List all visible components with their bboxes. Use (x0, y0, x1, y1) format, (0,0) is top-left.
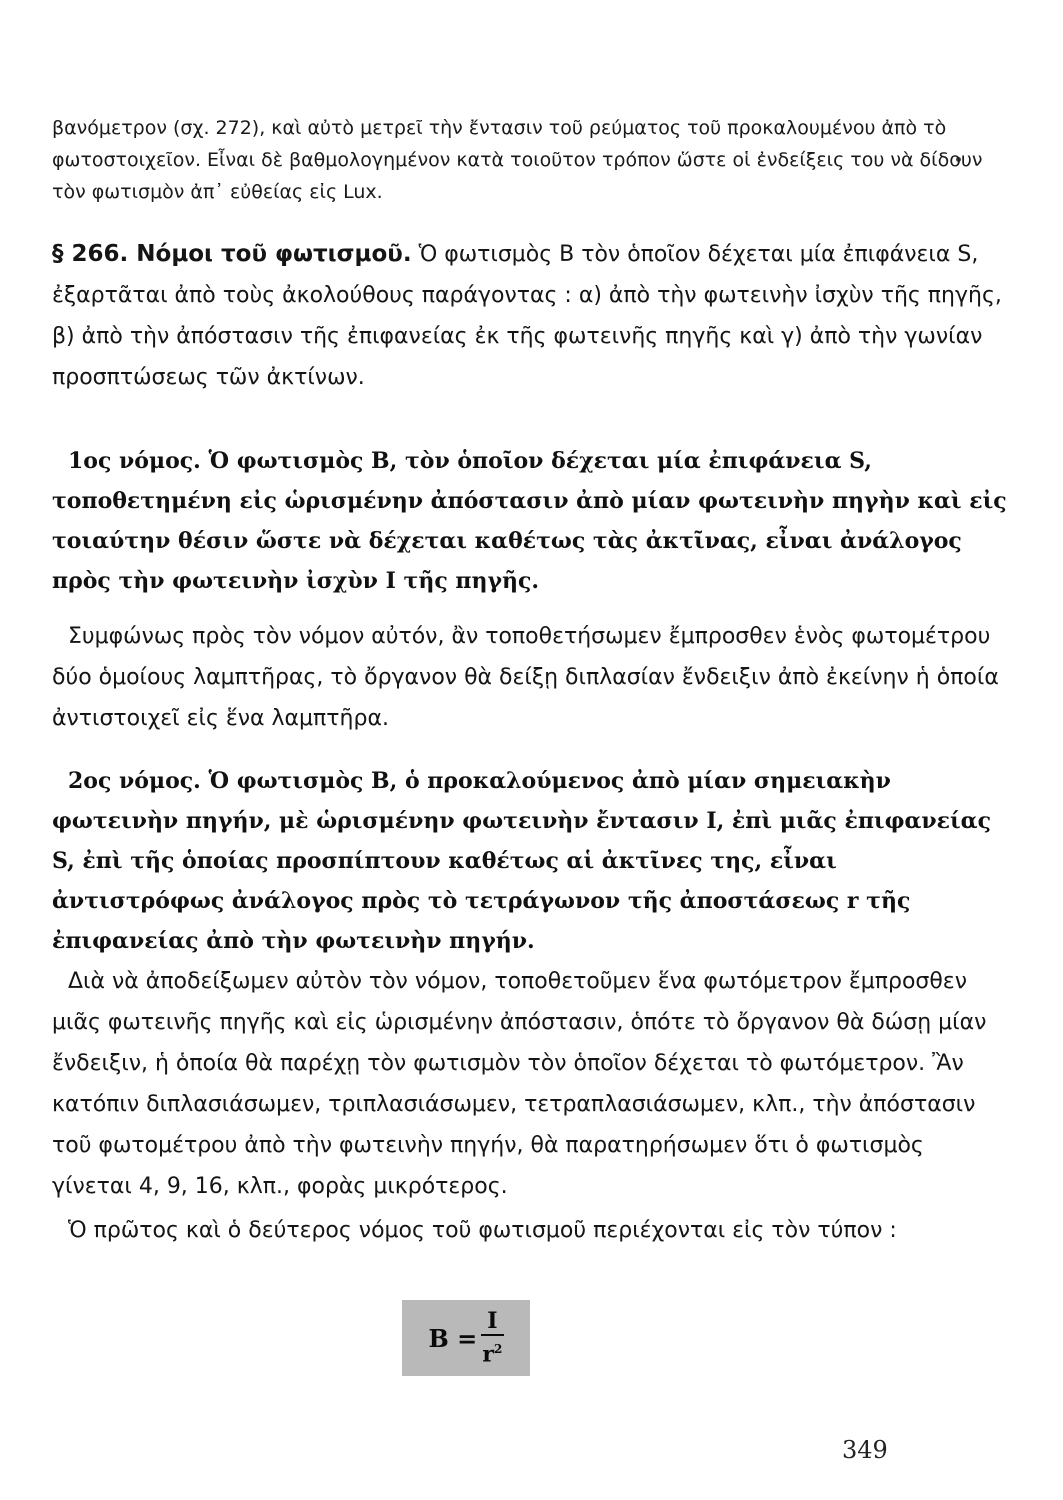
intro-text: βανόμετρον (σχ. 272), καὶ αὐτὸ μετρεῖ τὴν ἔντασιν τοῦ ρεύματος τοῦ προκαλουμένου ἀπὸ τὸ φωτοστοιχεῖον. Εἶναι δὲ βαθμολογημένον κατὰ τοιοῦτον τρόπον ὥστε οἱ ἐνδείξεις του νὰ δίδουν τὸν φωτισμὸν ἀπ᾽ εὐθείας εἰς Lux. (52, 117, 983, 203)
law2-explanation-paragraph (52, 961, 1007, 1207)
illumination-formula (402, 1300, 530, 1376)
formula-exponent: 2 (493, 1342, 503, 1357)
formula-lhs: B = (428, 1323, 478, 1353)
law1-explanation-paragraph (52, 616, 1007, 739)
formula-denominator-group (482, 1336, 502, 1367)
formula-intro-paragraph (52, 1210, 1007, 1251)
law2-label: 2ος νόμος. (68, 768, 201, 794)
law-2 (52, 761, 1007, 961)
formula-denominator: r (482, 1341, 494, 1368)
law-1 (52, 441, 1007, 601)
section-heading: § 266. Νόμοι τοῦ φωτισμοῦ. (52, 241, 412, 267)
page-number: 349 (842, 1436, 888, 1464)
law1-text: Ὁ φωτισμὸς Β, τὸν ὁποῖον δέχεται μία ἐπιφάνεια S, τοποθετημένη εἰς ὡρισμένην ἀπόστασιν ἀπὸ μίαν φωτεινὴν πηγὴν καὶ εἰς τοιαύτην θέσιν ὥστε νὰ δέχεται καθέτως τὰς ἀκτῖνας, εἶναι ἀνάλογος πρὸς τὴν φωτεινὴν ἰσχὺν Ι τῆς πηγῆς. (52, 448, 1007, 594)
law2-explanation: Διὰ νὰ ἀποδείξωμεν αὐτὸν τὸν νόμον, τοποθετοῦμεν ἕνα φωτόμετρον ἔμπροσθεν μιᾶς φωτεινῆς πηγῆς καὶ εἰς ὡρισμένην ἀπόστασιν, ὁπότε τὸ ὄργανον θὰ δώσῃ μίαν ἔνδειξιν, ἡ ὁποία θὰ παρέχῃ τὸν φωτισμὸν τὸν ὁποῖον δέχεται τὸ φωτόμετρον. Ἂν κατόπιν διπλασιάσωμεν, τριπλασιάσωμεν, τετραπλασιάσωμεν, κλπ., τὴν ἀπόστασιν τοῦ φωτομέτρου ἀπὸ τὴν φωτεινὴν πηγήν, θὰ παρατηρήσωμεν ὅτι ὁ φωτισμὸς γίνεται 4, 9, 16, κλπ., φορὰς μικρότερος. (52, 969, 987, 1199)
section-266 (52, 234, 1007, 398)
law1-label: 1ος νόμος. (68, 448, 201, 474)
law2-text: Ὁ φωτισμὸς Β, ὁ προκαλούμενος ἀπὸ μίαν σημειακὴν φωτεινὴν πηγήν, μὲ ὡρισμένην φωτεινὴν ἔντασιν Ι, ἐπὶ μιᾶς ἐπιφανείας S, ἐπὶ τῆς ὁποίας προσπίπτουν καθέτως αἱ ἀκτῖνες της, εἶναι ἀντιστρόφως ἀνάλογος πρὸς τὸ τετράγωνον τῆς ἀποστάσεως r τῆς ἐπιφανείας ἀπὸ τὴν φωτεινὴν πηγήν. (52, 768, 992, 954)
law1-explanation: Συμφώνως πρὸς τὸν νόμον αὐτόν, ἂν τοποθετήσωμεν ἔμπροσθεν ἑνὸς φωτομέτρου δύο ὁμοίους λαμπτῆρας, τὸ ὄργανον θὰ δείξῃ διπλασίαν ἔνδειξιν ἀπὸ ἐκείνην ἡ ὁποία ἀντιστοιχεῖ εἰς ἕνα λαμπτῆρα. (52, 624, 999, 731)
formula-fraction (481, 1308, 503, 1367)
formula-intro: Ὁ πρῶτος καὶ ὁ δεύτερος νόμος τοῦ φωτισμοῦ περιέχονται εἰς τὸν τύπον : (68, 1218, 897, 1243)
intro-paragraph (52, 112, 1007, 208)
section-text: Ὁ φωτισμὸς Β τὸν ὁποῖον δέχεται μία ἐπιφάνεια S, ἐξαρτᾶται ἀπὸ τοὺς ἀκολούθους παράγοντας : α) ἀπὸ τὴν φωτεινὴν ἰσχὺν τῆς πηγῆς, β) ἀπὸ τὴν ἀπόστασιν τῆς ἐπιφανείας ἐκ τῆς φωτεινῆς πηγῆς καὶ γ) ἀπὸ τὴν γωνίαν προσπτώσεως τῶν ἀκτίνων. (52, 242, 1002, 390)
formula-numerator: I (481, 1308, 503, 1336)
